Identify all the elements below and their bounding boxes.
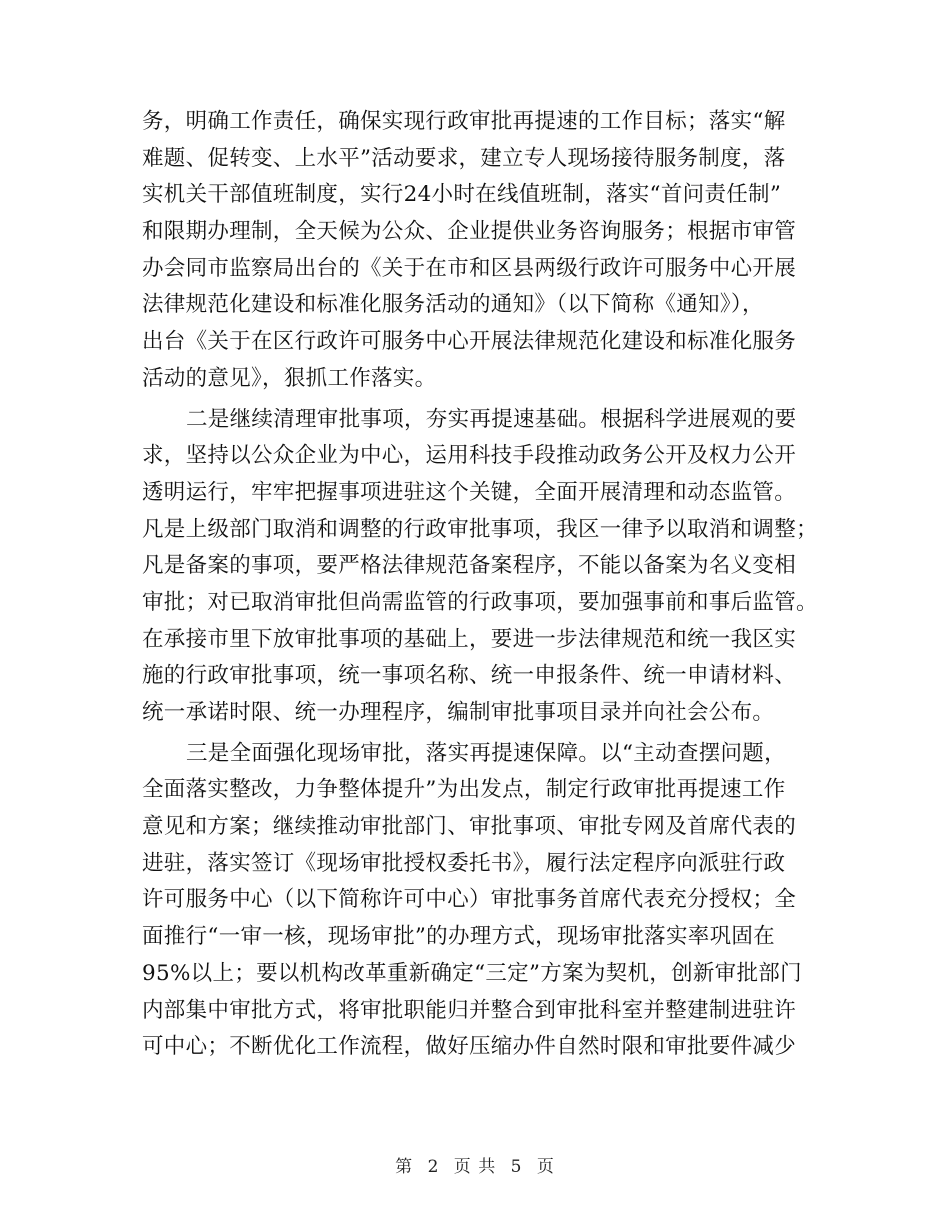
paragraph-3 xyxy=(142,736,812,1066)
text-line: 二是继续清理审批事项，夯实再提速基础。根据科学进展观的要 xyxy=(186,406,797,432)
text-line: 统一承诺时限、统一办理程序，编制审批事项目录并向社会公布。 xyxy=(142,700,775,725)
paragraph-1 xyxy=(142,104,812,398)
text-line: 进驻，落实签订《现场审批授权委托书》，履行法定程序向派驻行政 xyxy=(142,850,786,876)
current-page-number: 2 xyxy=(427,1157,440,1177)
footer-suffix: 页 xyxy=(536,1157,555,1177)
text-line: 三是全面强化现场审批，落实再提速保障。以“主动查摆问题， xyxy=(186,740,786,766)
text-line: 意见和方案；继续推动审批部门、审批事项、审批专网及首席代表的 xyxy=(142,814,797,840)
body-text xyxy=(142,104,818,1066)
text-line: 可中心；不断优化工作流程，做好压缩办件自然时限和审批要件减少 xyxy=(142,1034,797,1060)
text-line: 审批；对已取消审批但尚需监管的行政事项，要加强事前和事后监管。 xyxy=(142,589,818,615)
text-line: 凡是上级部门取消和调整的行政审批事项，我区一律予以取消和调整； xyxy=(142,516,818,542)
text-line: 全面落实整改，力争整体提升”为出发点，制定行政审批再提速工作 xyxy=(142,777,786,803)
footer-middle: 页 共 xyxy=(453,1157,497,1177)
text-line: 面推行“一审一核，现场审批”的办理方式，现场审批落实率巩固在 xyxy=(142,924,775,950)
text-line: 和限期办理制，全天候为公众、企业提供业务咨询服务；根据市审管 xyxy=(142,219,797,245)
page-footer xyxy=(0,1152,950,1177)
text-line: 内部集中审批方式，将审批职能归并整合到审批科室并整建制进驻许 xyxy=(142,997,797,1023)
text-line: 许可服务中心（以下简称许可中心）审批事务首席代表充分授权；全 xyxy=(142,887,797,913)
text-line: 透明运行，牢牢把握事项进驻这个关键，全面开展清理和动态监管。 xyxy=(142,479,797,505)
total-page-count: 5 xyxy=(510,1157,523,1177)
paragraph-2 xyxy=(142,402,818,732)
text-line: 办会同市监察局出台的《关于在市和区县两级行政许可服务中心开展 xyxy=(142,255,797,281)
footer-prefix: 第 xyxy=(395,1157,414,1177)
text-line: 求，坚持以公众企业为中心，运用科技手段推动政务公开及权力公开 xyxy=(142,443,797,469)
text-line: 凡是备案的事项，要严格法律规范备案程序，不能以备案为名义变相 xyxy=(142,553,797,579)
text-line: 务，明确工作责任，确保实现行政审批再提速的工作目标；落实“解 xyxy=(142,109,786,134)
text-line: 出台《关于在区行政许可服务中心开展法律规范化建设和标准化服务 xyxy=(142,329,797,355)
text-line: 在承接市里下放审批事项的基础上，要进一步法律规范和统一我区实 xyxy=(142,626,797,652)
text-line: 活动的意见》，狠抓工作落实。 xyxy=(142,365,437,391)
text-line: 法律规范化建设和标准化服务活动的通知》（以下简称《通知》）， xyxy=(142,292,764,318)
text-line: 难题、促转变、上水平”活动要求，建立专人现场接待服务制度，落 xyxy=(142,145,786,171)
text-line: 施的行政审批事项，统一事项名称、统一申报条件、统一申请材料、 xyxy=(142,663,797,689)
text-line: 95%以上；要以机构改革重新确定“三定”方案为契机，创新审批部门 xyxy=(142,960,802,986)
text-line: 实机关干部值班制度，实行24小时在线值班制，落实“首问责任制” xyxy=(142,182,782,208)
